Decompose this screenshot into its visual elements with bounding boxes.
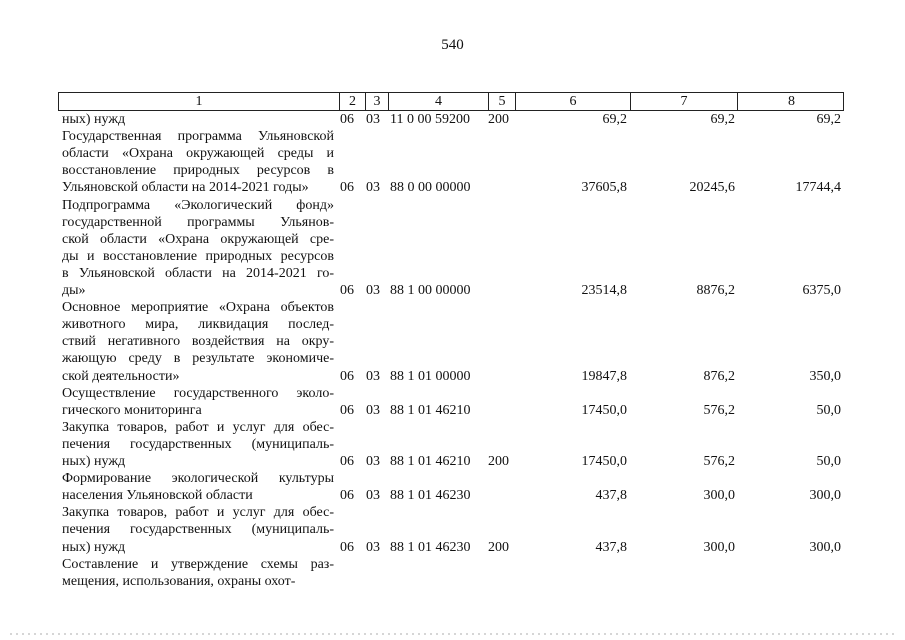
row-description-line: Составление и утверждение схемы раз- — [62, 556, 334, 572]
row-cell-c6: 17450,0 — [581, 402, 627, 418]
row-cell-c2: 06 — [340, 368, 354, 384]
row-cell-c8: 350,0 — [809, 368, 841, 384]
column-header-2: 2 — [339, 93, 365, 110]
row-description-line: мещения, использования, охраны охот- — [62, 573, 296, 589]
row-cell-c2: 06 — [340, 283, 354, 298]
row-cell-c6: 69,2 — [602, 112, 627, 127]
row-cell-c7: 876,2 — [703, 368, 735, 384]
row-cell-c6: 17450,0 — [581, 454, 627, 469]
row-cell-c5: 200 — [488, 112, 509, 127]
row-cell-c8: 50,0 — [816, 454, 841, 469]
row-description-line: ды» — [62, 283, 86, 298]
row-description-line: жающую среду в результате экономиче- — [62, 351, 334, 367]
row-cell-c2: 06 — [340, 488, 354, 504]
row-description-line: ных) нужд — [62, 539, 126, 555]
row-cell-c7: 69,2 — [710, 112, 735, 127]
row-cell-c8: 6375,0 — [802, 283, 841, 298]
column-header-3: 3 — [365, 93, 388, 110]
row-cell-c4: 88 1 01 46230 — [390, 488, 471, 504]
row-description-line: ствий негативного воздействия на окру- — [62, 334, 334, 350]
row-description-line: в Ульяновской области на 2014-2021 го- — [62, 265, 334, 281]
row-cell-c3: 03 — [366, 283, 380, 298]
page-number: 540 — [441, 37, 464, 53]
row-cell-c4: 11 0 00 59200 — [390, 112, 470, 127]
row-description-line: ской деятельности» — [62, 368, 180, 384]
row-cell-c3: 03 — [366, 180, 380, 196]
column-header-row — [58, 92, 844, 111]
row-description-line: Подпрограмма «Экологический фонд» — [62, 197, 334, 213]
row-description-line: Осуществление государственного эколо- — [62, 385, 334, 401]
row-description-line: печения государственных (муниципаль- — [62, 436, 334, 452]
row-cell-c2: 06 — [340, 539, 354, 555]
row-cell-c5: 200 — [488, 539, 509, 555]
column-header-7: 7 — [630, 93, 737, 110]
row-cell-c6: 437,8 — [595, 488, 627, 504]
row-cell-c3: 03 — [366, 368, 380, 384]
scan-edge-artifact — [10, 633, 895, 635]
row-cell-c7: 300,0 — [703, 488, 735, 504]
row-cell-c8: 300,0 — [809, 539, 841, 555]
row-description-line: животного мира, ликвидация послед- — [62, 317, 334, 333]
row-description-line: государственной программы Ульянов- — [62, 214, 334, 230]
row-cell-c8: 17744,4 — [795, 180, 841, 196]
row-cell-c8: 300,0 — [809, 488, 841, 504]
row-description-line: печения государственных (муниципаль- — [62, 522, 334, 538]
column-header-4: 4 — [388, 93, 488, 110]
row-cell-c2: 06 — [340, 454, 354, 469]
row-cell-c2: 06 — [340, 112, 354, 127]
row-description-line: Формирование экологической культуры — [62, 471, 334, 487]
column-header-5: 5 — [488, 93, 515, 110]
row-cell-c8: 50,0 — [816, 402, 841, 418]
row-cell-c7: 576,2 — [703, 402, 735, 418]
column-header-6: 6 — [515, 93, 630, 110]
row-cell-c3: 03 — [366, 112, 380, 127]
row-cell-c6: 23514,8 — [581, 283, 627, 298]
row-cell-c6: 437,8 — [595, 539, 627, 555]
row-cell-c7: 576,2 — [703, 454, 735, 469]
row-cell-c4: 88 1 01 46230 — [390, 539, 471, 555]
row-description-line: восстановление природных ресурсов в — [62, 163, 334, 179]
row-description-line: ных) нужд — [62, 454, 126, 469]
row-cell-c4: 88 1 01 46210 — [390, 454, 471, 469]
row-cell-c6: 37605,8 — [581, 180, 627, 196]
row-description-line: Закупка товаров, работ и услуг для обес- — [62, 505, 334, 521]
row-cell-c2: 06 — [340, 180, 354, 196]
row-cell-c3: 03 — [366, 402, 380, 418]
row-description-line: Ульяновской области на 2014-2021 годы» — [62, 180, 309, 196]
column-header-1: 1 — [195, 94, 203, 109]
row-description-line: Закупка товаров, работ и услуг для обес- — [62, 419, 334, 435]
row-description-line: населения Ульяновской области — [62, 488, 253, 504]
row-cell-c5: 200 — [488, 454, 509, 469]
row-cell-c3: 03 — [366, 488, 380, 504]
row-description-line: области «Охрана окружающей среды и — [62, 146, 334, 162]
row-description-line: Основное мероприятие «Охрана объектов — [62, 300, 334, 316]
column-header-8: 8 — [737, 93, 845, 110]
row-cell-c3: 03 — [366, 539, 380, 555]
row-cell-c4: 88 1 01 46210 — [390, 402, 471, 418]
row-cell-c6: 19847,8 — [581, 368, 627, 384]
row-cell-c8: 69,2 — [816, 112, 841, 127]
row-cell-c3: 03 — [366, 454, 380, 469]
row-cell-c7: 300,0 — [703, 539, 735, 555]
row-description-line: гического мониторинга — [62, 402, 202, 418]
row-cell-c4: 88 1 00 00000 — [390, 283, 471, 298]
row-cell-c7: 20245,6 — [689, 180, 735, 196]
row-cell-c4: 88 0 00 00000 — [390, 180, 471, 196]
row-description-line: ных) нужд — [62, 112, 126, 127]
row-description-line: Государственная программа Ульяновской — [62, 129, 334, 145]
row-cell-c7: 8876,2 — [696, 283, 735, 298]
row-cell-c4: 88 1 01 00000 — [390, 368, 471, 384]
row-description-line: ды и восстановление природных ресурсов — [62, 248, 334, 264]
row-cell-c2: 06 — [340, 402, 354, 418]
row-description-line: ской области «Охрана окружающей сре- — [62, 231, 334, 247]
